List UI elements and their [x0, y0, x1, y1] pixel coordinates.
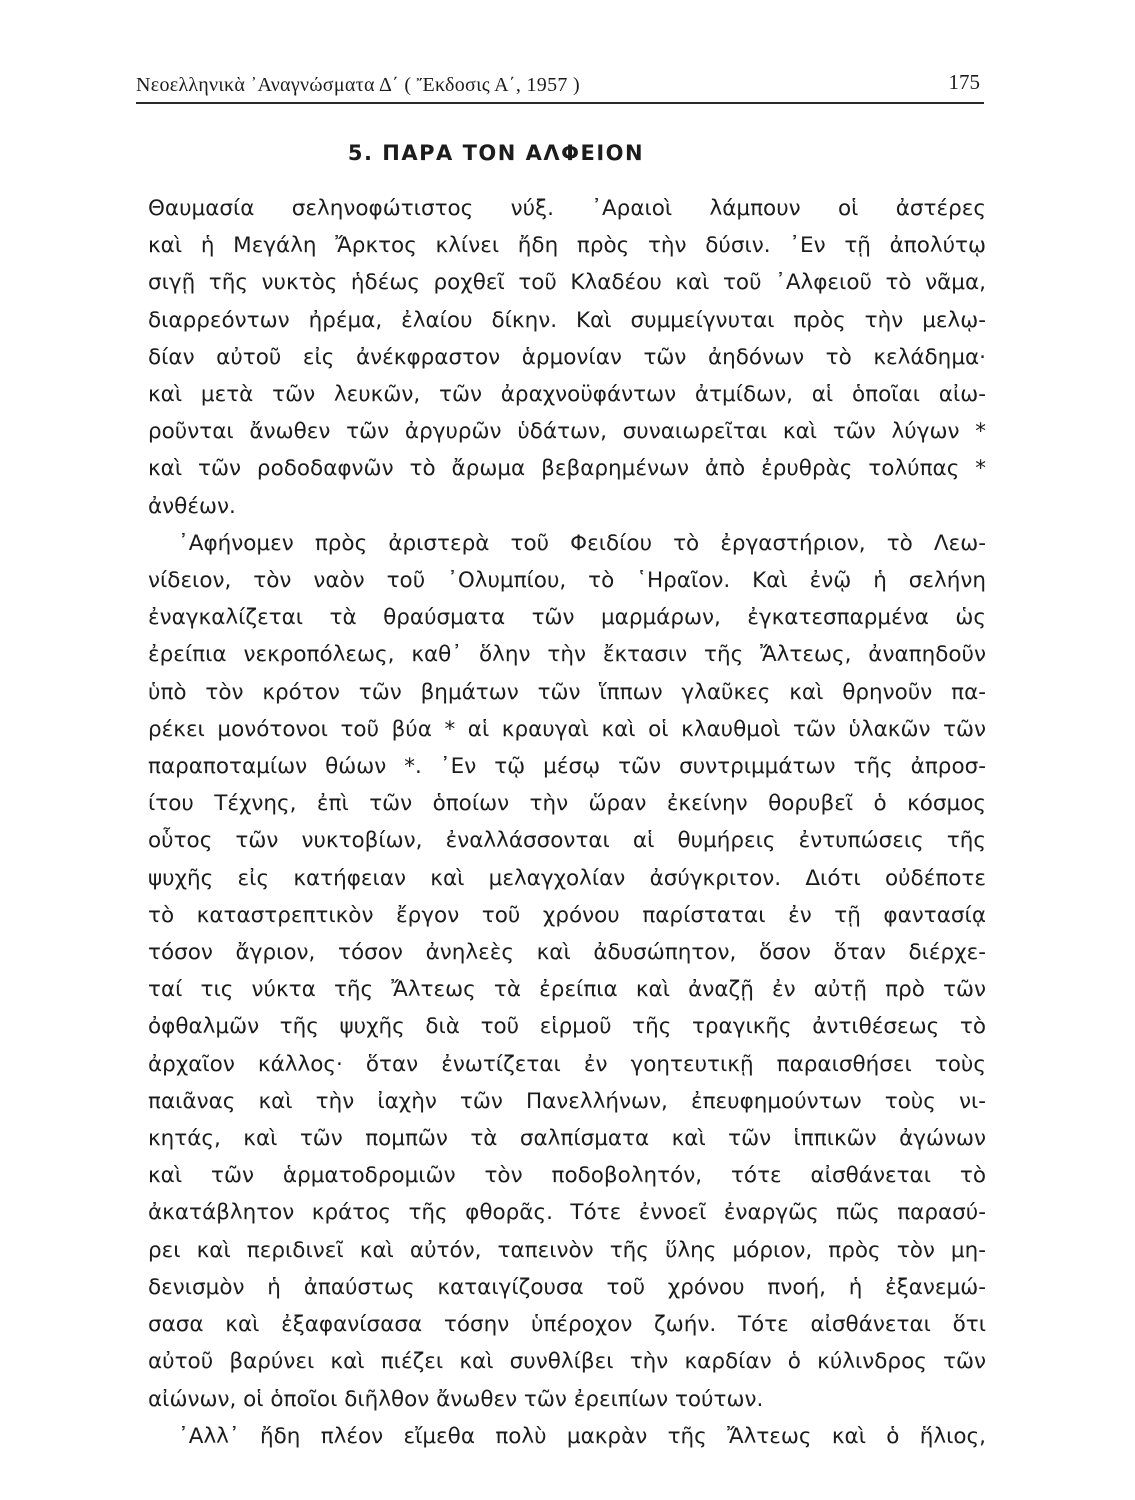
text-line: δενισμὸν ἡ ἀπαύστως καταιγίζουσα τοῦ χρόνου πνοή, ἡ ἐξανεμώ-	[148, 1274, 986, 1300]
text-line: αἰώνων, οἱ ὁποῖοι διῆλθον ἄνωθεν τῶν ἐρειπίων τούτων.	[148, 1386, 764, 1412]
text-line: ὑπὸ τὸν κρότον τῶν βημάτων τῶν ἵππων γλαῦκες καὶ θρηνοῦν πα-	[148, 679, 986, 705]
text-line: διαρρεόντων ἠρέμα, ἐλαίου δίκην. Καὶ συμμείγνυται πρὸς τὴν μελῳ-	[148, 307, 986, 333]
text-line: παραποταμίων θώων *. ᾿Εν τῷ μέσῳ τῶν συντριμμάτων τῆς ἀπροσ-	[148, 754, 986, 780]
text-line: ἐναγκαλίζεται τὰ θραύσματα τῶν μαρμάρων, ἐγκατεσπαρμένα ὡς	[148, 605, 986, 631]
page-number: 175	[948, 70, 980, 94]
text-line: ίτου Τέχνης, ἐπὶ τῶν ὁποίων τὴν ὥραν ἐκείνην θορυβεῖ ὁ κόσμος	[148, 791, 986, 817]
text-line: ρει καὶ περιδινεῖ καὶ αὐτόν, ταπεινὸν τῆς ὕλης μόριον, πρὸς τὸν μη-	[148, 1237, 986, 1263]
text-line: τόσον ἄγριον, τόσον ἀνηλεὲς καὶ ἀδυσώπητον, ὅσον ὅταν διέρχε-	[148, 940, 986, 966]
text-line: καὶ τῶν ροδοδαφνῶν τὸ ἄρωμα βεβαρημένων ἀπὸ ἐρυθρὰς τολύπας *	[148, 456, 986, 482]
text-line: ἀρχαῖον κάλλος· ὅταν ἐνωτίζεται ἐν γοητευτικῇ παραισθήσει τοὺς	[148, 1051, 986, 1077]
text-line: νίδειον, τὸν ναὸν τοῦ ᾿Ολυμπίου, τὸ ῾Ηραῖον. Καὶ ἐνῷ ἡ σελήνη	[148, 568, 986, 594]
text-line: οὗτος τῶν νυκτοβίων, ἐναλλάσσονται αἱ θυμήρεις ἐντυπώσεις τῆς	[148, 828, 986, 854]
text-line: ψυχῆς εἰς κατήφειαν καὶ μελαγχολίαν ἀσύγκριτον. Διότι οὐδέποτε	[148, 865, 986, 891]
text-line: ἐρείπια νεκροπόλεως, καθ᾿ ὅλην τὴν ἔκτασιν τῆς Ἄλτεως, ἀναπηδοῦν	[148, 642, 986, 668]
text-line: ὀφθαλμῶν τῆς ψυχῆς διὰ τοῦ εἱρμοῦ τῆς τραγικῆς ἀντιθέσεως τὸ	[148, 1014, 986, 1040]
text-line: αὐτοῦ βαρύνει καὶ πιέζει καὶ συνθλίβει τὴν καρδίαν ὁ κύλινδρος τῶν	[148, 1349, 986, 1375]
text-line: ἀνθέων.	[148, 493, 236, 519]
text-line: καὶ μετὰ τῶν λευκῶν, τῶν ἀραχνοϋφάντων ἀτμίδων, αἱ ὁποῖαι αἰω-	[148, 382, 986, 408]
text-line: ταί τις νύκτα τῆς Ἄλτεως τὰ ἐρείπια καὶ ἀναζῇ ἐν αὐτῇ πρὸ τῶν	[148, 977, 986, 1003]
text-line: δίαν αὐτοῦ εἰς ἀνέκφραστον ἁρμονίαν τῶν ἀηδόνων τὸ κελάδημα·	[148, 344, 986, 370]
text-line: ᾿Αφήνομεν πρὸς ἀριστερὰ τοῦ Φειδίου τὸ ἐργαστήριον, τὸ Λεω-	[178, 530, 986, 556]
running-title: Νεοελληνικὰ ᾿Αναγνώσματα Δ΄ ( Ἔκδοσις Α΄, 1957 )	[136, 74, 580, 96]
chapter-title: 5. ΠΑΡΑ ΤΟΝ ΑΛΦΕΙΟΝ	[347, 141, 645, 165]
text-line: παιᾶνας καὶ τὴν ἰαχὴν τῶν Πανελλήνων, ἐπευφημούντων τοὺς νι-	[148, 1088, 986, 1114]
text-line: ᾿Αλλ᾿ ἤδη πλέον εἴμεθα πολὺ μακρὰν τῆς Ἄλτεως καὶ ὁ ἥλιος,	[178, 1423, 986, 1449]
text-line: καὶ τῶν ἁρματοδρομιῶν τὸν ποδοβολητόν, τότε αἰσθάνεται τὸ	[148, 1163, 986, 1189]
body-text	[148, 190, 986, 1455]
text-line: σασα καὶ ἐξαφανίσασα τόσην ὑπέροχον ζωήν. Τότε αἰσθάνεται ὅτι	[148, 1312, 986, 1338]
text-line: κητάς, καὶ τῶν πομπῶν τὰ σαλπίσματα καὶ τῶν ἱππικῶν ἀγώνων	[148, 1126, 986, 1152]
text-line: ἀκατάβλητον κράτος τῆς φθορᾶς. Τότε ἐννοεῖ ἐναργῶς πῶς παρασύ-	[148, 1200, 986, 1226]
text-line: Θαυμασία σεληνοφώτιστος νύξ. ᾿Αραιοὶ λάμπουν οἱ ἀστέρες	[148, 196, 986, 221]
running-header	[136, 66, 984, 104]
text-line: ρέκει μονότονοι τοῦ βύα * αἱ κραυγαὶ καὶ οἱ κλαυθμοὶ τῶν ὑλακῶν τῶν	[148, 716, 986, 742]
text-line: καὶ ἡ Μεγάλη Ἄρκτος κλίνει ἤδη πρὸς τὴν δύσιν. ᾿Εν τῇ ἀπολύτῳ	[148, 233, 986, 259]
text-line: ροῦνται ἄνωθεν τῶν ἀργυρῶν ὑδάτων, συναιωρεῖται καὶ τῶν λύγων *	[148, 419, 986, 445]
text-line: τὸ καταστρεπτικὸν ἔργον τοῦ χρόνου παρίσταται ἐν τῇ φαντασίᾳ	[148, 902, 986, 928]
text-line: σιγῇ τῆς νυκτὸς ἡδέως ροχθεῖ τοῦ Κλαδέου καὶ τοῦ ᾿Αλφειοῦ τὸ νᾶμα,	[148, 270, 986, 296]
